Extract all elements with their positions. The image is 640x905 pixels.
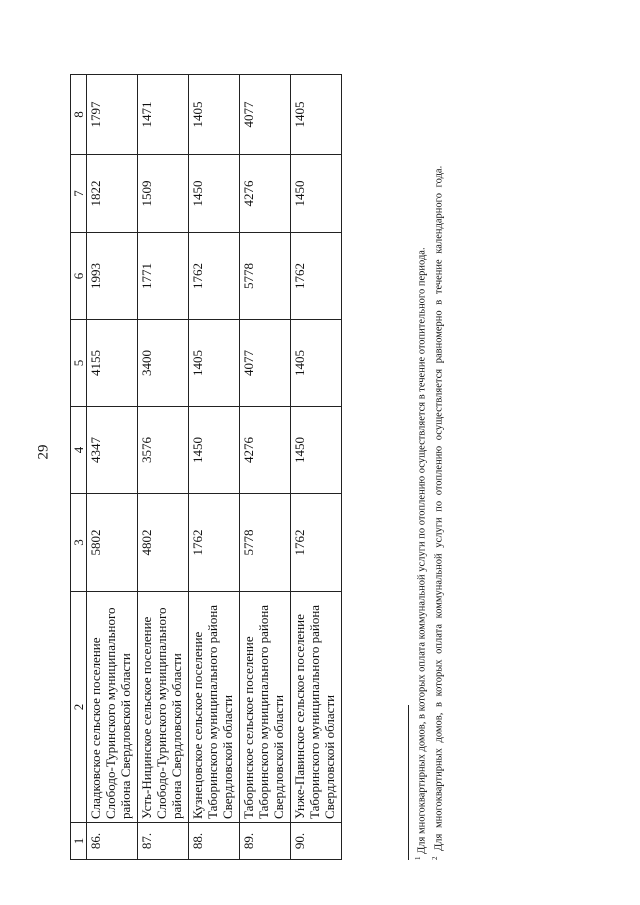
table-row	[189, 75, 240, 860]
value-cell-col-6: 1993	[87, 233, 138, 320]
settlement-name: Унже-Павинское сельское поселение Таборинского муниципального района Свердловской области	[291, 592, 342, 823]
header-row	[71, 75, 87, 860]
column-header-4: 4	[71, 407, 87, 494]
footnote-1	[412, 70, 429, 860]
footnote-text: Для многоквартирных домов, в которых оплата коммунальной услуги по отоплению осуществляется равномерно в течение календарного года.	[433, 165, 444, 851]
value-cell-col-4: 1450	[291, 407, 342, 494]
value-cell-col-7: 1822	[87, 155, 138, 233]
data-table	[70, 74, 342, 860]
footnote-2	[429, 70, 446, 860]
value-cell-col-8: 1405	[291, 75, 342, 155]
table-row	[240, 75, 291, 860]
settlement-name: Кузнецовское сельское поселение Таборинского муниципального района Свердловской области	[189, 592, 240, 823]
column-header-6: 6	[71, 233, 87, 320]
value-cell-col-8: 1405	[189, 75, 240, 155]
value-cell-col-3: 5778	[240, 494, 291, 592]
row-number: 86.	[87, 823, 138, 860]
column-header-8: 8	[71, 75, 87, 155]
table-row	[291, 75, 342, 860]
column-header-7: 7	[71, 155, 87, 233]
footnote-text: Для многоквартирных домов, в которых оплата коммунальной услуги по отоплению осуществляется в течение отопительного периода.	[416, 247, 428, 854]
value-cell-col-4: 4347	[87, 407, 138, 494]
rotated-content	[70, 60, 450, 860]
value-cell-col-3: 4802	[138, 494, 189, 592]
value-cell-col-5: 1405	[189, 320, 240, 407]
footnote-rule	[408, 705, 409, 860]
value-cell-col-6: 5778	[240, 233, 291, 320]
value-cell-col-5: 4077	[240, 320, 291, 407]
footnote-mark: 2	[430, 856, 439, 860]
page-number: 29	[35, 444, 52, 460]
value-cell-col-4: 3576	[138, 407, 189, 494]
value-cell-col-8: 1471	[138, 75, 189, 155]
value-cell-col-8: 4077	[240, 75, 291, 155]
row-number: 90.	[291, 823, 342, 860]
value-cell-col-7: 4276	[240, 155, 291, 233]
table-row	[87, 75, 138, 860]
column-header-2: 2	[71, 592, 87, 823]
value-cell-col-4: 4276	[240, 407, 291, 494]
value-cell-col-4: 1450	[189, 407, 240, 494]
settlement-name: Усть-Ницинское сельское поселение Слободо-Туринского муниципального района Свердловской области	[138, 592, 189, 823]
column-header-3: 3	[71, 494, 87, 592]
row-number: 88.	[189, 823, 240, 860]
value-cell-col-6: 1762	[189, 233, 240, 320]
value-cell-col-3: 5802	[87, 494, 138, 592]
column-header-5: 5	[71, 320, 87, 407]
footnotes	[408, 70, 445, 860]
value-cell-col-7: 1450	[291, 155, 342, 233]
table-row	[138, 75, 189, 860]
settlement-name: Таборинское сельское поселение Таборинского муниципального района Свердловской области	[240, 592, 291, 823]
value-cell-col-3: 1762	[189, 494, 240, 592]
value-cell-col-3: 1762	[291, 494, 342, 592]
value-cell-col-7: 1509	[138, 155, 189, 233]
column-header-1: 1	[71, 823, 87, 860]
value-cell-col-7: 1450	[189, 155, 240, 233]
value-cell-col-8: 1797	[87, 75, 138, 155]
value-cell-col-5: 1405	[291, 320, 342, 407]
value-cell-col-6: 1762	[291, 233, 342, 320]
value-cell-col-5: 4155	[87, 320, 138, 407]
row-number: 87.	[138, 823, 189, 860]
table-body	[71, 75, 342, 860]
value-cell-col-5: 3400	[138, 320, 189, 407]
value-cell-col-6: 1771	[138, 233, 189, 320]
footnote-mark: 1	[414, 856, 422, 860]
settlement-name: Сладковское сельское поселение Слободо-Туринского муниципального района Свердловской области	[87, 592, 138, 823]
row-number: 89.	[240, 823, 291, 860]
